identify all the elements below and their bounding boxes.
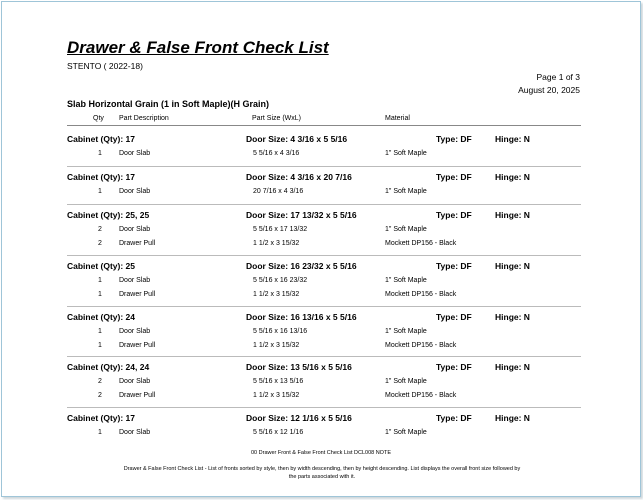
row-size: 1 1/2 x 3 15/32: [253, 291, 300, 298]
section-heading: Slab Horizontal Grain (1 in Soft Maple)(H Grain): [67, 99, 270, 109]
row-qty: 2: [98, 392, 102, 399]
door-size: Door Size: 4 3/16 x 5 5/16: [246, 134, 348, 144]
cabinet-qty: Cabinet (Qty): 24, 24: [67, 362, 150, 372]
row-part: Drawer Pull: [119, 392, 156, 399]
door-size: Door Size: 4 3/16 x 20 7/16: [246, 172, 352, 182]
hinge: Hinge: N: [495, 312, 530, 322]
hinge: Hinge: N: [495, 261, 530, 271]
door-size: Door Size: 17 13/32 x 5 5/16: [246, 210, 357, 220]
row-material: 1" Soft Maple: [385, 226, 427, 233]
group-divider: [67, 407, 581, 408]
row-part: Door Slab: [119, 226, 151, 233]
row-material: Mockett DP156 - Black: [385, 240, 457, 247]
footer-description: Drawer & False Front Check List - List of fronts sorted by style, then by width descending, then by height descending. List displays the overall front size followed by the parts associated with it.: [123, 466, 521, 480]
hinge: Hinge: N: [495, 362, 530, 372]
door-type: Type: DF: [436, 134, 472, 144]
row-part: Drawer Pull: [119, 240, 156, 247]
row-size: 5 5/16 x 16 23/32: [253, 277, 308, 284]
row-size: 5 5/16 x 12 1/16: [253, 429, 304, 436]
row-size: 1 1/2 x 3 15/32: [253, 392, 300, 399]
row-size: 20 7/16 x 4 3/16: [253, 188, 304, 195]
group-divider: [67, 166, 581, 167]
footer-code: 00 Drawer Front & False Front Check List DCL008 NOTE: [251, 450, 391, 456]
cabinet-qty: Cabinet (Qty): 17: [67, 172, 136, 182]
row-part: Door Slab: [119, 328, 151, 335]
group-divider: [67, 255, 581, 256]
row-size: 5 5/16 x 16 13/16: [253, 328, 308, 335]
door-size: Door Size: 12 1/16 x 5 5/16: [246, 413, 352, 423]
cabinet-qty: Cabinet (Qty): 25: [67, 261, 136, 271]
row-qty: 2: [98, 240, 102, 247]
table-row: [67, 429, 581, 441]
row-qty: 1: [98, 291, 102, 298]
table-row: [67, 277, 581, 289]
report-date: August 20, 2025: [518, 85, 580, 95]
row-qty: 1: [98, 150, 102, 157]
page-number: Page 1 of 3: [536, 72, 580, 82]
cabinet-group: [67, 411, 581, 450]
group-divider: [67, 356, 581, 357]
cabinet-qty: Cabinet (Qty): 25, 25: [67, 210, 150, 220]
hinge: Hinge: N: [495, 172, 530, 182]
row-part: Door Slab: [119, 188, 151, 195]
door-type: Type: DF: [436, 210, 472, 220]
table-row: [67, 240, 581, 252]
cabinet-qty: Cabinet (Qty): 17: [67, 134, 136, 144]
table-row: [67, 150, 581, 162]
cabinet-group: [67, 259, 581, 311]
row-material: Mockett DP156 - Black: [385, 342, 457, 349]
row-qty: 2: [98, 378, 102, 385]
group-divider: [67, 306, 581, 307]
hinge: Hinge: N: [495, 413, 530, 423]
group-divider: [67, 204, 581, 205]
cabinet-qty: Cabinet (Qty): 24: [67, 312, 136, 322]
row-size: 1 1/2 x 3 15/32: [253, 342, 300, 349]
table-row: [67, 291, 581, 303]
hinge: Hinge: N: [495, 134, 530, 144]
table-row: [67, 188, 581, 200]
door-size: Door Size: 13 5/16 x 5 5/16: [246, 362, 352, 372]
header-divider: [67, 125, 581, 126]
row-qty: 1: [98, 429, 102, 436]
job-name: STENTO ( 2022-18): [67, 61, 143, 71]
cabinet-qty: Cabinet (Qty): 17: [67, 413, 136, 423]
row-part: Door Slab: [119, 150, 151, 157]
row-qty: 1: [98, 342, 102, 349]
row-material: 1" Soft Maple: [385, 378, 427, 385]
door-type: Type: DF: [436, 312, 472, 322]
row-material: 1" Soft Maple: [385, 188, 427, 195]
table-row: [67, 226, 581, 238]
door-type: Type: DF: [436, 413, 472, 423]
row-material: Mockett DP156 - Black: [385, 291, 457, 298]
column-header-size: Part Size (WxL): [252, 115, 302, 122]
row-part: Door Slab: [119, 378, 151, 385]
row-qty: 2: [98, 226, 102, 233]
door-size: Door Size: 16 13/16 x 5 5/16: [246, 312, 357, 322]
door-type: Type: DF: [436, 261, 472, 271]
row-material: 1" Soft Maple: [385, 328, 427, 335]
row-size: 5 5/16 x 17 13/32: [253, 226, 308, 233]
row-part: Drawer Pull: [119, 342, 156, 349]
row-material: Mockett DP156 - Black: [385, 392, 457, 399]
column-header-qty: Qty: [93, 115, 104, 122]
report-page: [1, 1, 641, 497]
row-qty: 1: [98, 188, 102, 195]
row-size: 5 5/16 x 4 3/16: [253, 150, 300, 157]
row-part: Door Slab: [119, 277, 151, 284]
cabinet-group: [67, 208, 581, 260]
door-type: Type: DF: [436, 172, 472, 182]
row-size: 5 5/16 x 13 5/16: [253, 378, 304, 385]
table-row: [67, 392, 581, 404]
row-part: Drawer Pull: [119, 291, 156, 298]
hinge: Hinge: N: [495, 210, 530, 220]
column-header-part: Part Description: [119, 115, 169, 122]
row-part: Door Slab: [119, 429, 151, 436]
row-material: 1" Soft Maple: [385, 429, 427, 436]
table-row: [67, 328, 581, 340]
door-type: Type: DF: [436, 362, 472, 372]
cabinet-group: [67, 360, 581, 412]
row-size: 1 1/2 x 3 15/32: [253, 240, 300, 247]
row-qty: 1: [98, 328, 102, 335]
cabinet-group: [67, 310, 581, 362]
row-material: 1" Soft Maple: [385, 150, 427, 157]
table-row: [67, 378, 581, 390]
row-qty: 1: [98, 277, 102, 284]
report-title: Drawer & False Front Check List: [67, 38, 329, 57]
table-row: [67, 342, 581, 354]
column-header-material: Material: [385, 115, 410, 122]
door-size: Door Size: 16 23/32 x 5 5/16: [246, 261, 357, 271]
row-material: 1" Soft Maple: [385, 277, 427, 284]
